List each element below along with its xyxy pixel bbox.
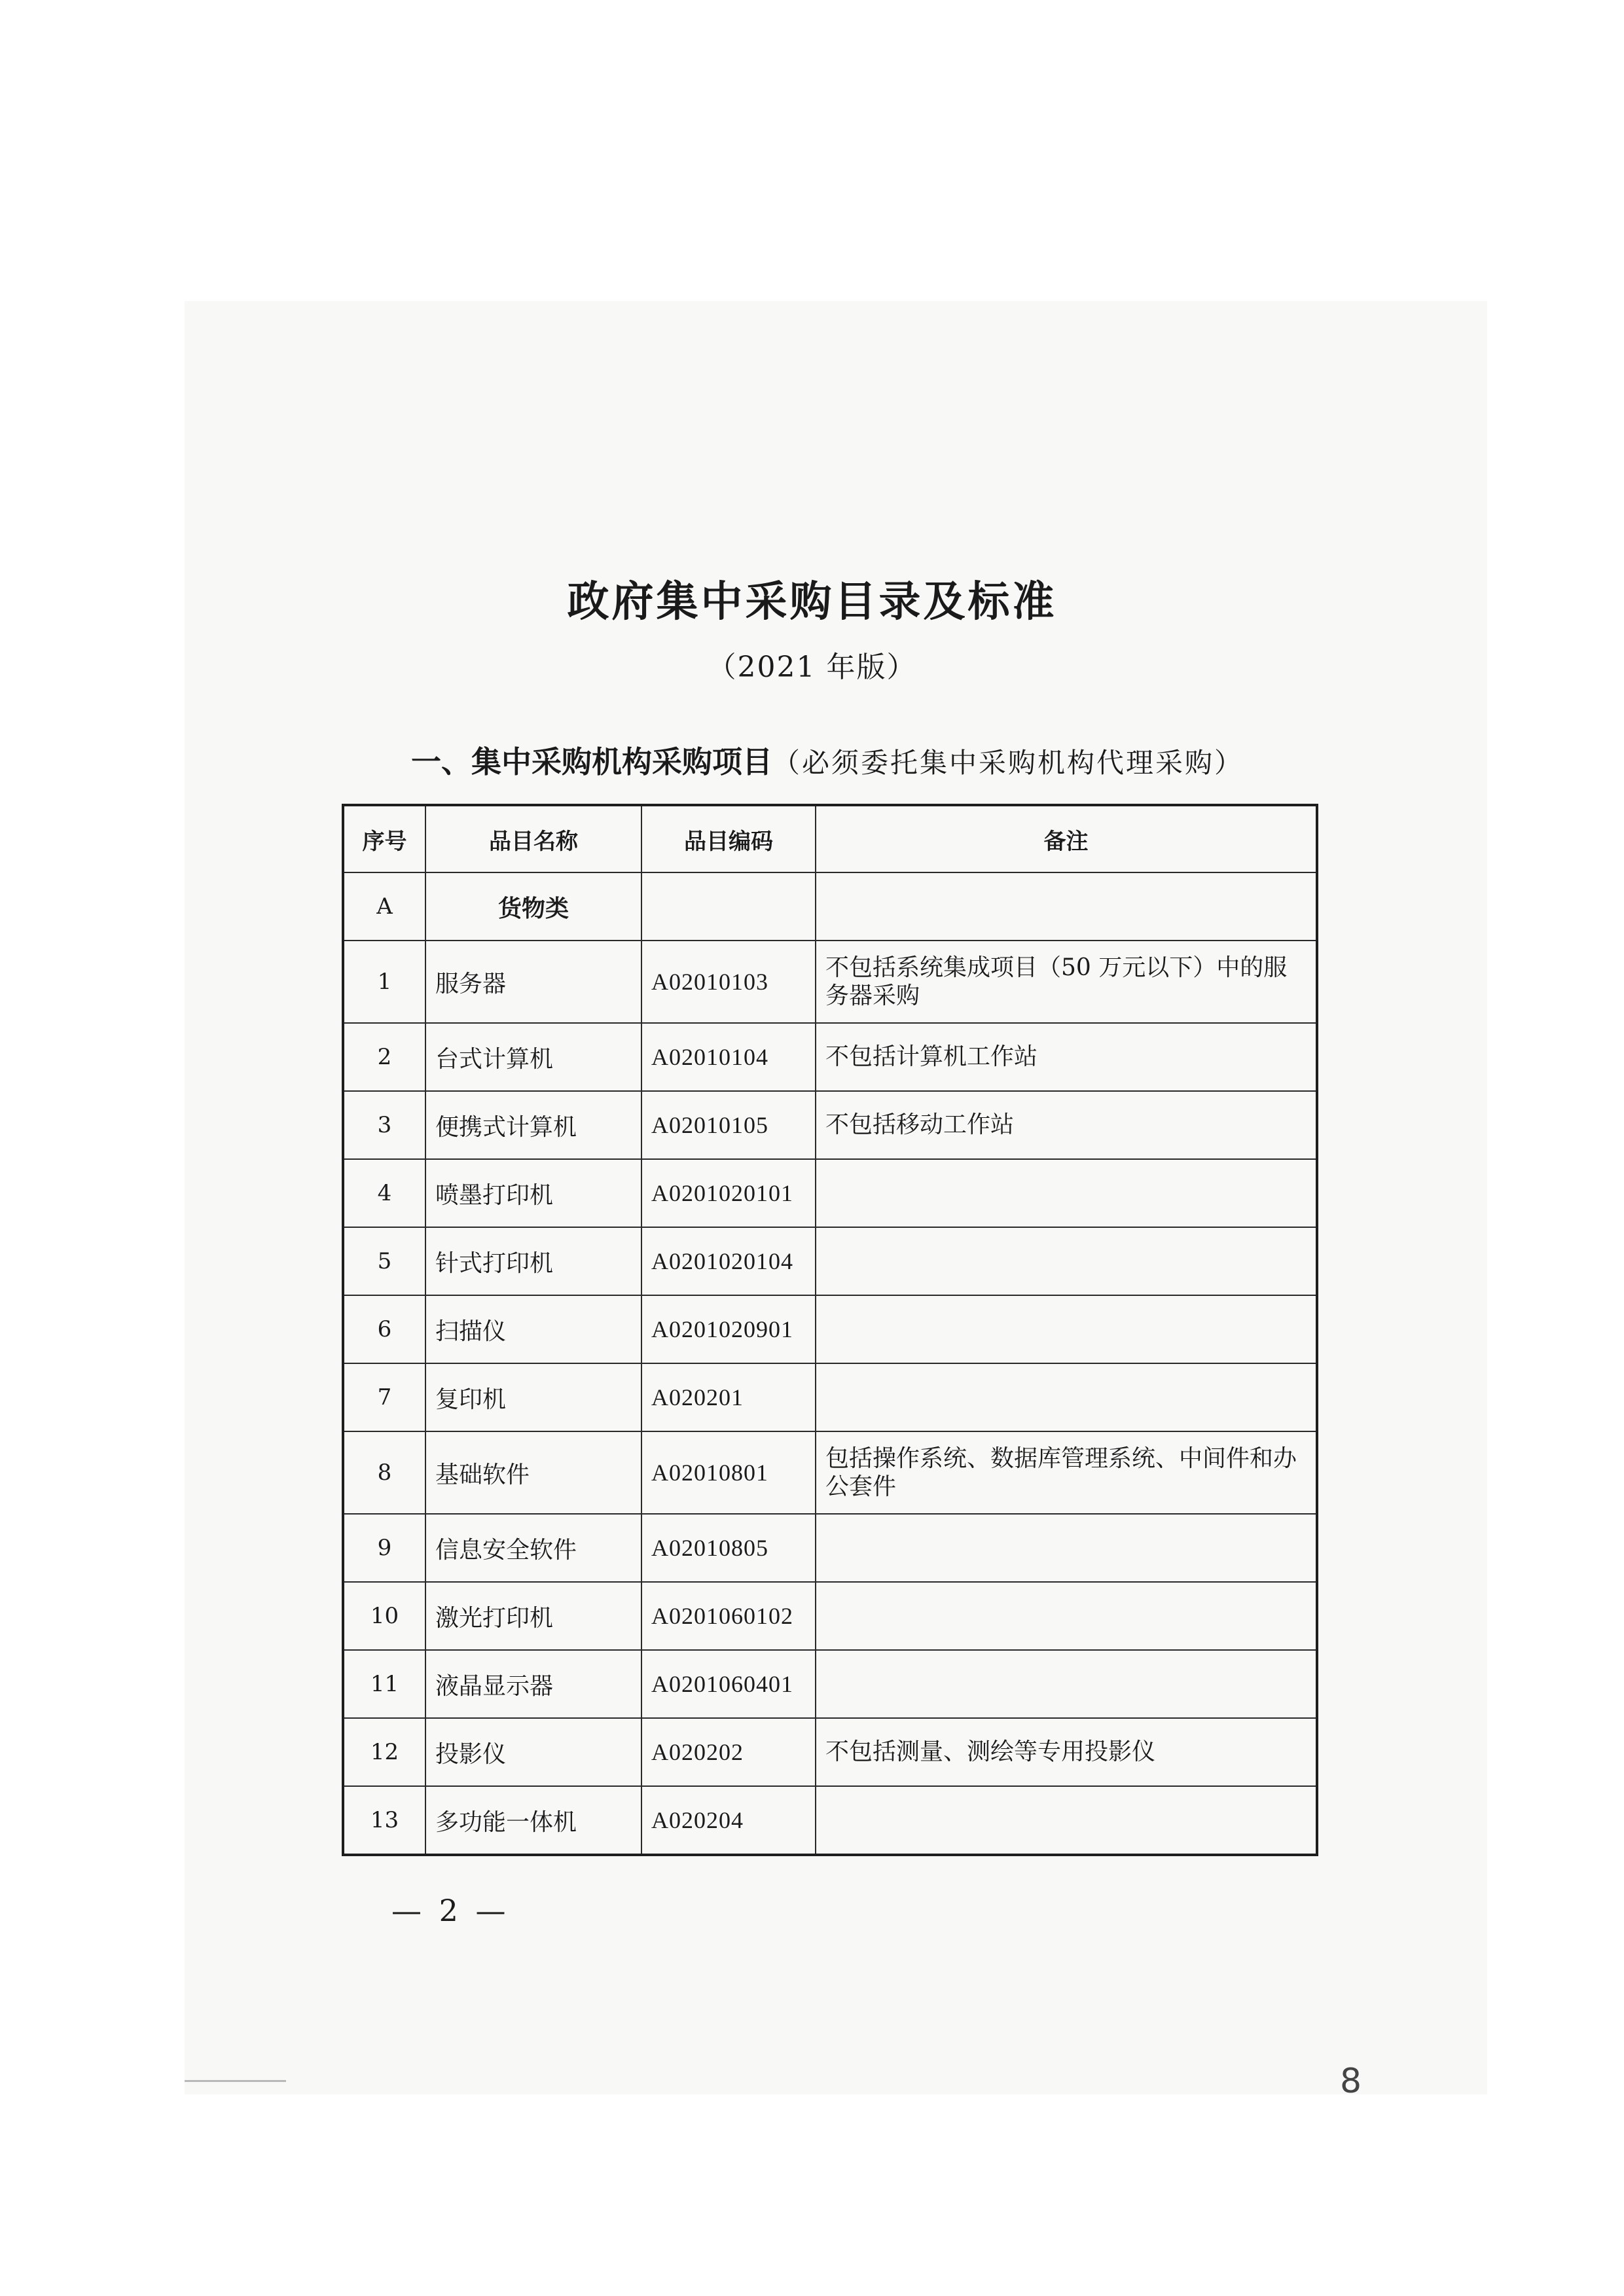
table-row: [343, 1295, 1317, 1363]
category-name: 货物类: [425, 872, 641, 941]
table-row: [343, 1091, 1317, 1159]
row-remark: 包括操作系统、数据库管理系统、中间件和办公套件: [816, 1431, 1317, 1514]
corner-page-mark: 8: [1340, 2062, 1362, 2101]
table-row: [343, 1363, 1317, 1431]
page-number: — 2 —: [391, 1893, 510, 1928]
table-row: [343, 1786, 1317, 1855]
table-row: [343, 1514, 1317, 1582]
row-item-code: A0201060401: [641, 1650, 816, 1718]
header-code: 品目编码: [641, 805, 816, 872]
document-title: 政府集中采购目录及标准: [567, 577, 1057, 626]
row-remark: 不包括移动工作站: [816, 1091, 1317, 1159]
row-seq: 11: [343, 1650, 425, 1718]
row-item-name: 投影仪: [425, 1718, 641, 1786]
row-seq: 10: [343, 1582, 425, 1650]
category-code: [641, 872, 816, 941]
row-item-code: A02010801: [641, 1431, 816, 1514]
header-seq: 序号: [343, 805, 425, 872]
row-remark: 不包括测量、测绘等专用投影仪: [816, 1718, 1317, 1786]
row-seq: 8: [343, 1431, 425, 1514]
row-seq: 1: [343, 941, 425, 1023]
row-item-name: 基础软件: [425, 1431, 641, 1514]
row-item-code: A02010104: [641, 1023, 816, 1091]
row-item-code: A020202: [641, 1718, 816, 1786]
row-remark: [816, 1786, 1317, 1855]
row-item-code: A0201060102: [641, 1582, 816, 1650]
document-subtitle: （2021 年版）: [707, 651, 917, 684]
table-row: [343, 1650, 1317, 1718]
row-item-name: 针式打印机: [425, 1227, 641, 1295]
row-seq: 5: [343, 1227, 425, 1295]
row-item-name: 激光打印机: [425, 1582, 641, 1650]
row-remark: [816, 1363, 1317, 1431]
row-seq: 2: [343, 1023, 425, 1091]
table-row: [343, 1582, 1317, 1650]
row-remark: [816, 1650, 1317, 1718]
row-seq: 13: [343, 1786, 425, 1855]
table-row: [343, 1227, 1317, 1295]
row-remark: 不包括系统集成项目（50 万元以下）中的服务器采购: [816, 941, 1317, 1023]
header-remark: 备注: [816, 805, 1317, 872]
table-row: [343, 1431, 1317, 1514]
row-item-code: A0201020901: [641, 1295, 816, 1363]
row-remark: [816, 1582, 1317, 1650]
row-item-name: 液晶显示器: [425, 1650, 641, 1718]
row-item-name: 扫描仪: [425, 1295, 641, 1363]
section-heading: [411, 738, 1244, 781]
row-seq: 3: [343, 1091, 425, 1159]
row-item-name: 喷墨打印机: [425, 1159, 641, 1227]
category-row: [343, 872, 1317, 941]
row-item-name: 多功能一体机: [425, 1786, 641, 1855]
row-seq: 6: [343, 1295, 425, 1363]
category-seq: A: [343, 872, 425, 941]
row-item-code: A0201020104: [641, 1227, 816, 1295]
table-row: [343, 1023, 1317, 1091]
row-item-name: 台式计算机: [425, 1023, 641, 1091]
footer-divider: [185, 2080, 286, 2082]
header-name: 品目名称: [425, 805, 641, 872]
row-item-code: A02010103: [641, 941, 816, 1023]
row-seq: 12: [343, 1718, 425, 1786]
table-row: [343, 941, 1317, 1023]
category-remark: [816, 872, 1317, 941]
row-remark: [816, 1159, 1317, 1227]
row-item-code: A02010105: [641, 1091, 816, 1159]
row-remark: [816, 1295, 1317, 1363]
table-header-row: [343, 805, 1317, 872]
row-remark: [816, 1514, 1317, 1582]
row-seq: 9: [343, 1514, 425, 1582]
row-item-name: 便携式计算机: [425, 1091, 641, 1159]
section-heading-text: 一、集中采购机构采购项目: [411, 744, 772, 780]
row-seq: 7: [343, 1363, 425, 1431]
row-remark: 不包括计算机工作站: [816, 1023, 1317, 1091]
row-seq: 4: [343, 1159, 425, 1227]
row-item-code: A020204: [641, 1786, 816, 1855]
section-heading-note: （必须委托集中采购机构代理采购）: [772, 747, 1244, 779]
row-item-name: 服务器: [425, 941, 641, 1023]
row-item-code: A020201: [641, 1363, 816, 1431]
row-item-code: A0201020101: [641, 1159, 816, 1227]
table-row: [343, 1718, 1317, 1786]
procurement-catalog-table: [342, 804, 1318, 1856]
row-item-name: 信息安全软件: [425, 1514, 641, 1582]
row-item-code: A02010805: [641, 1514, 816, 1582]
table-row: [343, 1159, 1317, 1227]
row-remark: [816, 1227, 1317, 1295]
row-item-name: 复印机: [425, 1363, 641, 1431]
